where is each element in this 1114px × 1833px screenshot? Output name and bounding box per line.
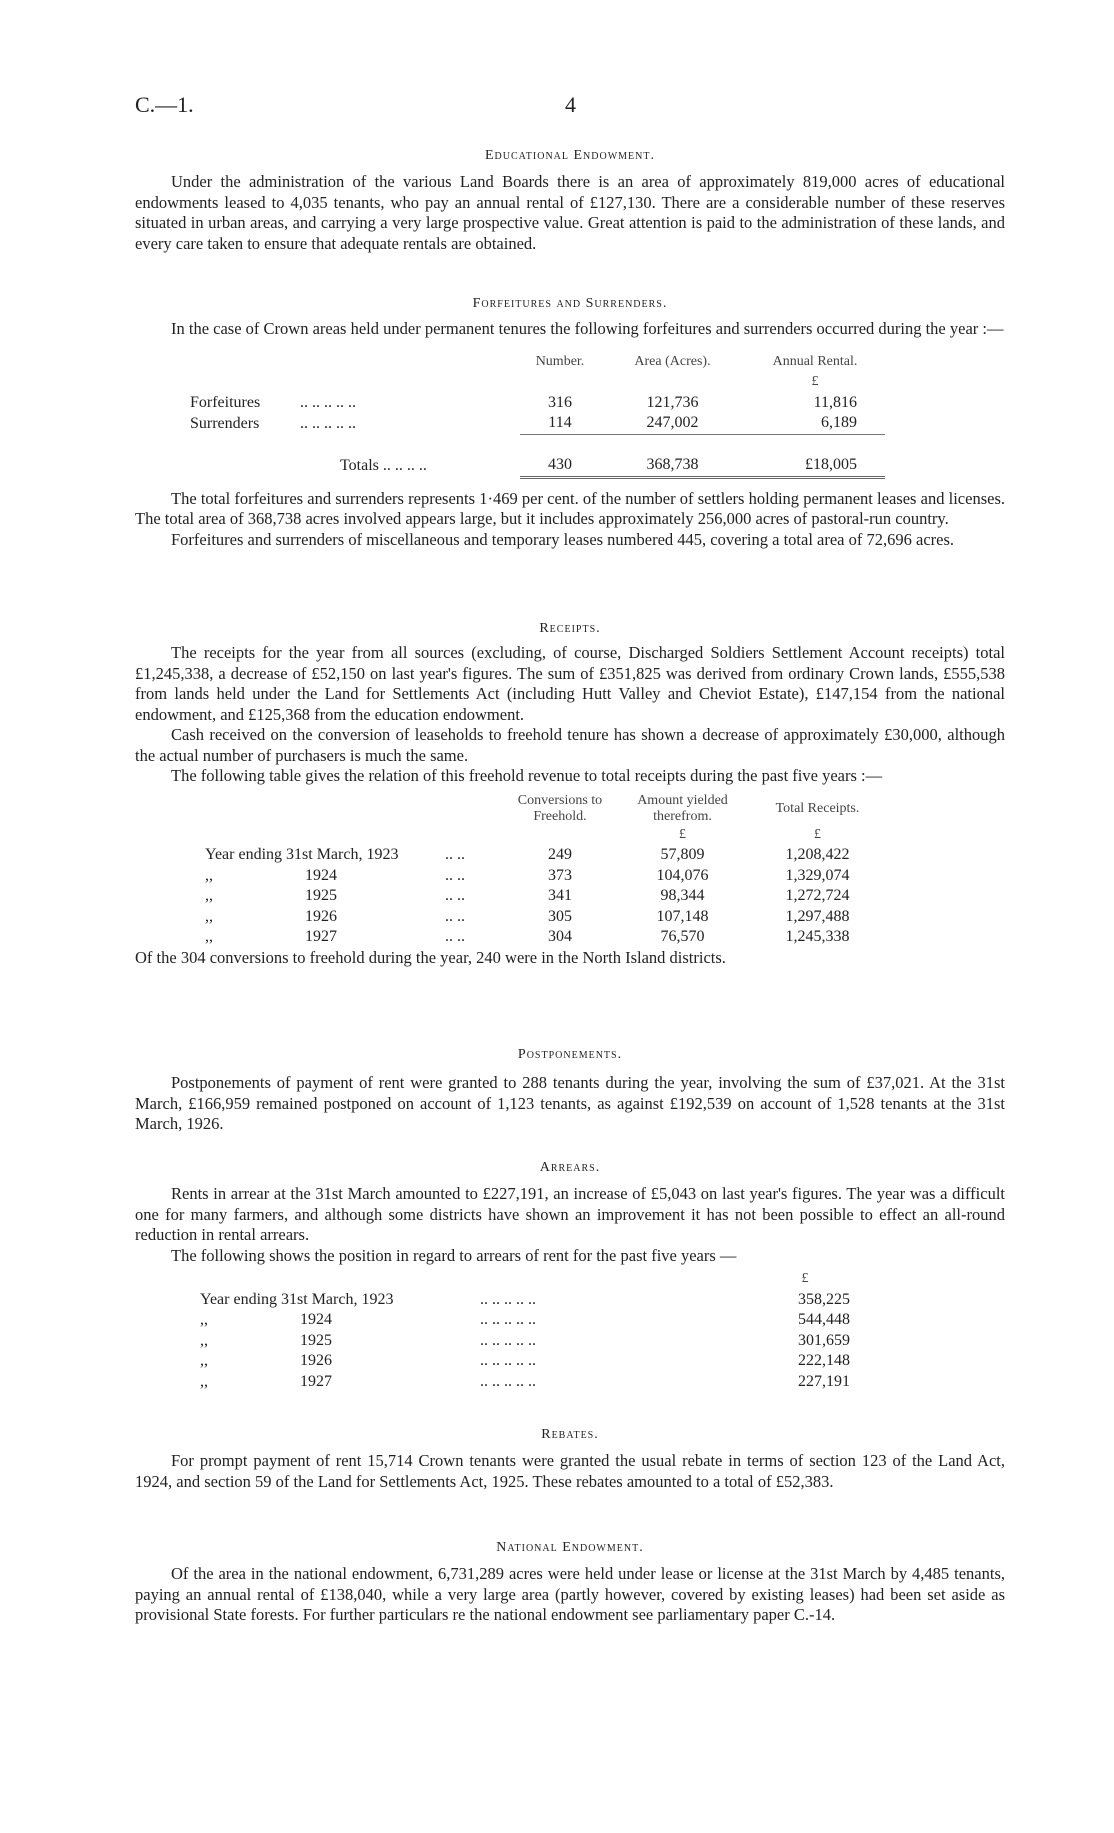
section-forfeitures bbox=[135, 296, 1005, 550]
table-row: Year ending 31st March, 1923 .. .. 249 57,809 1,208,422 bbox=[205, 846, 850, 864]
paragraph: Rents in arrear at the 31st March amounted to £227,191, an increase of £5,043 on last year's figures. The year was a difficult one for many farmers, and although some districts have shown an improvement it has not been possible to effect an all-round reduction in rental arrears. bbox=[135, 1184, 1005, 1244]
unit-label: £ bbox=[814, 826, 821, 842]
column-header: Total Receipts. bbox=[775, 800, 860, 816]
section-heading: Arrears. bbox=[539, 1160, 601, 1175]
table-row: Forfeitures .. .. .. .. .. 316 121,736 11,816 bbox=[190, 393, 857, 411]
table-row: ,, 1926 .. .. 305 107,148 1,297,488 bbox=[205, 907, 850, 925]
paragraph: Cash received on the conversion of leaseholds to freehold tenure has shown a decrease of approximately £30,000, although the actual number of purchasers is much the same. bbox=[135, 725, 1005, 765]
table-row: ,, 1924 .. .. .. .. .. 544,448 bbox=[200, 1311, 850, 1329]
section-heading: Receipts. bbox=[539, 621, 601, 636]
paragraph: The following shows the position in regard to arrears of rent for the past five years — bbox=[171, 1245, 737, 1265]
column-header: Annual Rental. bbox=[772, 353, 858, 369]
paragraph: Forfeitures and surrenders of miscellaneous and temporary leases numbered 445, covering a total area of 72,696 acres. bbox=[171, 529, 955, 549]
section-arrears bbox=[135, 1160, 1005, 1392]
forfeitures-table bbox=[190, 352, 885, 479]
section-heading: Forfeitures and Surrenders. bbox=[472, 296, 668, 311]
section-heading: Rebates. bbox=[541, 1427, 599, 1442]
paragraph: Postponements of payment of rent were granted to 288 tenants during the year, involving the sum of £37,021. At the 31st March, £166,959 remained postponed on account of 1,123 tenants, as against £192,539 on account of 1,528 tenants at the 31st March, 1926. bbox=[135, 1073, 1005, 1133]
column-header: Area (Acres). bbox=[634, 353, 711, 369]
totals-row: Totals .. .. .. .. 430 368,738 £18,005 bbox=[190, 455, 885, 477]
column-header: Number. bbox=[535, 353, 585, 369]
table-row: ,, 1926 .. .. .. .. .. 222,148 bbox=[200, 1352, 850, 1370]
table-row: ,, 1927 .. .. 304 76,570 1,245,338 bbox=[205, 928, 850, 946]
table-row: Surrenders .. .. .. .. .. 114 247,002 6,189 bbox=[190, 414, 857, 432]
paragraph: The total forfeitures and surrenders represents 1·469 per cent. of the number of settlers holding permanent leases and licenses. The total area of 368,738 acres involved appears large, but it includes approximately 256,000 acres of pastoral-run country. bbox=[135, 488, 1005, 528]
paragraph: Of the area in the national endowment, 6,731,289 acres were held under lease or license at the 31st March by 4,485 tenants, paying an annual rental of £138,040, while a very large area (partly however, covered by existing leases) had been set aside as provisional State forests. For further particulars re the national endowment see parliamentary paper C.-14. bbox=[135, 1564, 1005, 1624]
section-heading: National Endowment. bbox=[496, 1540, 644, 1555]
section-national-endowment bbox=[135, 1540, 1005, 1626]
table-row: ,, 1925 .. .. .. .. .. 301,659 bbox=[200, 1331, 850, 1349]
column-header: Amount yielded therefrom. bbox=[637, 792, 728, 824]
table-row: Year ending 31st March, 1923 .. .. .. .. .. 358,225 bbox=[200, 1290, 850, 1308]
paragraph: The following table gives the relation of this freehold revenue to total receipts during the past five years :— bbox=[171, 766, 883, 785]
page-number: 4 bbox=[565, 92, 576, 117]
paragraph: Of the 304 conversions to freehold during the year, 240 were in the North Island districts. bbox=[135, 947, 726, 967]
section-heading: Educational Endowment. bbox=[485, 148, 655, 163]
arrears-table bbox=[200, 1269, 850, 1392]
section-rebates bbox=[135, 1427, 1005, 1492]
column-header: Conversions to Freehold. bbox=[517, 792, 603, 824]
section-heading: Postponements. bbox=[517, 1047, 623, 1062]
unit-label: £ bbox=[679, 826, 686, 842]
section-postponements bbox=[135, 1047, 1005, 1135]
table-row: ,, 1925 .. .. 341 98,344 1,272,724 bbox=[205, 887, 850, 905]
paragraph: The receipts for the year from all sources (excluding, of course, Discharged Soldiers Settlement Account receipts) total £1,245,338, a decrease of £52,150 on last year's figures. The sum of £351,825 was derived from ordinary Crown lands, £555,538 from lands held under the Land for Settlements Act (including Hutt Valley and Cheviot Estate), £147,154 from the national endowment, and £125,368 from the education endowment. bbox=[135, 643, 1005, 724]
table-row: ,, 1924 .. .. 373 104,076 1,329,074 bbox=[205, 866, 850, 884]
unit-label: £ bbox=[801, 1271, 809, 1287]
paragraph: In the case of Crown areas held under permanent tenures the following forfeitures and surrenders occurred during the year :— bbox=[171, 319, 1004, 338]
table-row: ,, 1927 .. .. .. .. .. 227,191 bbox=[200, 1372, 850, 1390]
unit-label: £ bbox=[811, 374, 819, 390]
section-receipts bbox=[135, 621, 1005, 968]
paragraph: Under the administration of the various Land Boards there is an area of approximately 819,000 acres of educational endowments leased to 4,035 tenants, who pay an annual rental of £127,130. There are a considerable number of these reserves situated in urban areas, and carrying a very large prospective value. Great attention is paid to the administration of these lands, and every care taken to ensure that adequate rentals are obtained. bbox=[135, 172, 1005, 253]
receipts-table bbox=[205, 793, 885, 948]
section-educational-endowment bbox=[135, 148, 1005, 254]
document-reference: C.—1. bbox=[135, 92, 194, 117]
paragraph: For prompt payment of rent 15,714 Crown tenants were granted the usual rebate in terms of section 123 of the Land Act, 1924, and section 59 of the Land for Settlements Act, 1925. These rebates amounted to a total of £52,383. bbox=[135, 1451, 1005, 1491]
